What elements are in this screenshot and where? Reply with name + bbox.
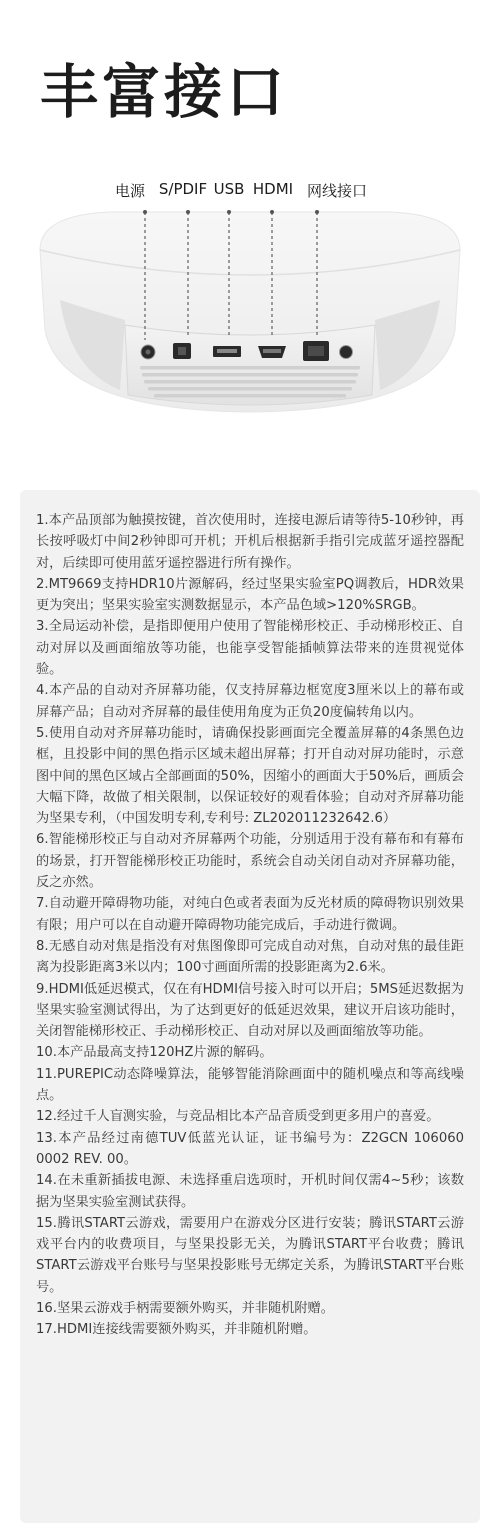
note-16: 16.坚果云游戏手柄需要额外购买，并非随机附赠。 [36, 1300, 334, 1316]
page-title: 丰富接口 [40, 58, 289, 126]
note-2: 2.MT9669支持HDR10片源解码，经过坚果实验室PQ调教后，HDR效果更为突出；坚果实验室实测数据显示，本产品色域>120%SRGB。 [36, 576, 464, 614]
note-8: 8.无感自动对焦是指没有对焦图像即可完成自动对焦，自动对焦的最佳距离为投影距离3米以内；100寸画面所需的投影距离为2.6米。 [36, 938, 464, 976]
note-6: 6.智能梯形校正与自动对齐屏幕两个功能，分别适用于没有幕布和有幕布的场景，打开智能梯形校正功能时，系统会自动关闭自动对齐屏幕功能，反之亦然。 [36, 832, 464, 891]
product-notes [20, 490, 480, 1523]
note-1: 1.本产品顶部为触摸按键，首次使用时，连接电源后请等待5-10秒钟，再长按呼吸灯中间2秒钟即可开机；开机后根据新手指引完成蓝牙遥控器配对，后续即可使用蓝牙遥控器进行所有操作。 [36, 513, 464, 571]
note-4: 4.本产品的自动对齐屏幕功能，仅支持屏幕边框宽度3厘米以上的幕布或屏幕产品；自动对齐屏幕的最佳使用角度为正负20度偏转角以内。 [36, 683, 464, 720]
note-12: 12.经过千人盲测实验，与竞品相比本产品音质受到更多用户的喜爱。 [36, 1109, 440, 1125]
port-label-power: 电源 [114, 182, 146, 200]
note-17: 17.HDMI连接线需要额外购买，并非随机附赠。 [36, 1322, 317, 1338]
note-5: 5.使用自动对齐屏幕功能时，请确保投影画面完全覆盖屏幕的4条黑色边框，且投影中间的黑色指示区域未超出屏幕；打开自动对屏功能时，示意图中间的黑色区域占全部画面的50%，因缩小的画面大于50%后，画质会大幅下降，故做了相关限制，以保证较好的观看体验；自动对齐屏幕功能为坚果专利，（中国发明专利,专利号: ZL202011232642.6） [36, 725, 464, 827]
note-9: 9.HDMI低延迟模式，仅在有HDMI信号接入时可以开启；5MS延迟数据为坚果实验室测试得出，为了达到更好的低延迟效果，建议开启该功能时，关闭智能梯形校正、手动梯形校正、自动对屏以及画面缩放等功能。 [36, 981, 464, 1040]
port-label-usb: USB [213, 180, 245, 198]
port-label-spdif: S/PDIF [158, 180, 208, 198]
note-15: 15.腾讯START云游戏，需要用户在游戏分区进行安装；腾讯START云游戏平台内的收费项目，与坚果投影无关，为腾讯START平台收费；腾讯START云游戏平台账号与坚果投影账号无绑定关系，为腾讯START平台账号。 [36, 1215, 464, 1295]
note-3: 3.全局运动补偿，是指即便用户使用了智能梯形校正、手动梯形校正、自动对屏以及画面缩放等功能，也能享受智能插帧算法带来的连贯视觉体验。 [36, 619, 464, 678]
port-label-hdmi: HDMI [252, 180, 294, 198]
projector-rear-illustration [0, 200, 500, 430]
note-13: 13.本产品经过南德TUV低蓝光认证，证书编号为：Z2GCN 106060 0002 REV. 00。 [36, 1130, 464, 1167]
note-10: 10.本产品最高支持120HZ片源的解码。 [36, 1045, 273, 1061]
note-7: 7.自动避开障碍物功能，对纯白色或者表面为反光材质的障碍物识别效果有限；用户可以在自动避开障碍物功能完成后，手动进行微调。 [36, 896, 464, 933]
note-11: 11.PUREPIC动态降噪算法，能够智能消除画面中的随机噪点和等高线噪点。 [36, 1066, 464, 1104]
port-label-ethernet: 网线接口 [306, 182, 368, 200]
note-14: 14.在未重新插拔电源、未选择重启选项时，开机时间仅需4~5秒；该数据为坚果实验室测试获得。 [36, 1173, 464, 1210]
interfaces-hero [0, 0, 500, 480]
